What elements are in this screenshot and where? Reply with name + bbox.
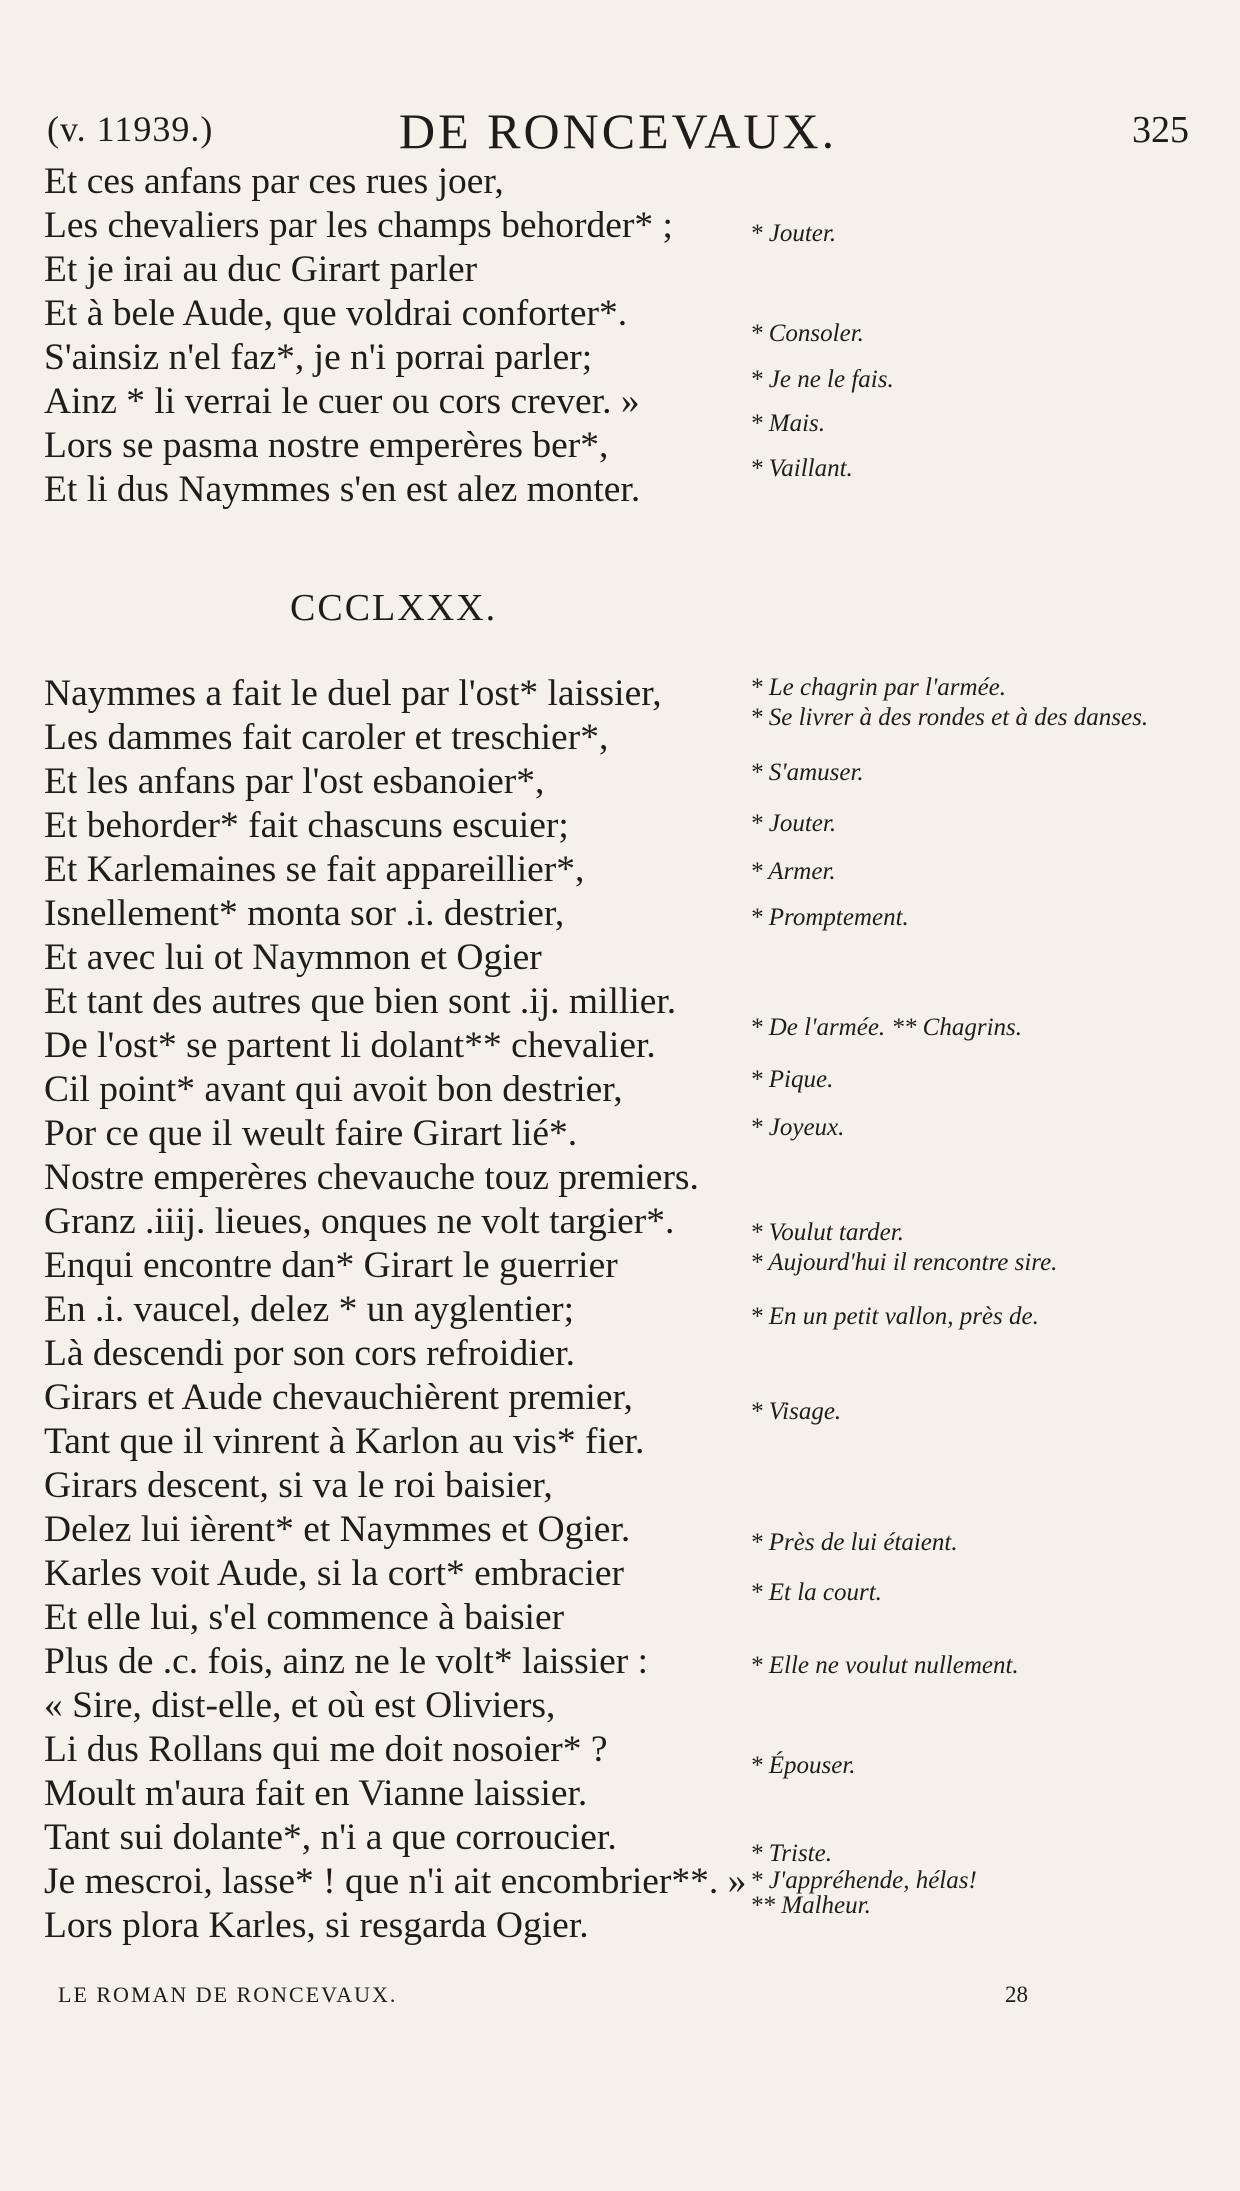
verse-line: Et je irai au duc Girart parler	[44, 249, 478, 290]
gloss-note: * Armer.	[750, 858, 836, 885]
verse-line: Ainz * li verrai le cuer ou cors crever. »	[44, 381, 640, 422]
gloss-note: * Joyeux.	[750, 1114, 845, 1141]
verse-line: S'ainsiz n'el faz*, je n'i porrai parler;	[44, 337, 593, 378]
signature-mark: 28	[1005, 1982, 1028, 2007]
page-footer	[58, 1982, 1188, 2012]
verse-line: Cil point* avant qui avoit bon destrier,	[44, 1069, 623, 1110]
gloss-note: * Vaillant.	[750, 455, 853, 482]
verse-line: Por ce que il weult faire Girart lié*.	[44, 1113, 578, 1154]
gloss-note: * J'appréhende, hélas!	[750, 1867, 977, 1894]
gloss-note: * S'amuser.	[750, 759, 864, 786]
verse-line: Delez lui ièrent* et Naymmes et Ogier.	[44, 1509, 631, 1550]
verse-line: Lors se pasma nostre emperères ber*,	[44, 425, 609, 466]
verse-line: Tant que il vinrent à Karlon au vis* fier.	[44, 1421, 645, 1462]
gloss-note: * Mais.	[750, 410, 825, 437]
running-head-title: DE RONCEVAUX.	[399, 103, 838, 159]
verse-line: Je mescroi, lasse* ! que n'i ait encombrier**. »	[44, 1861, 747, 1902]
verse-line: Et avec lui ot Naymmon et Ogier	[44, 937, 542, 978]
verse-line: Moult m'aura fait en Vianne laissier.	[44, 1773, 588, 1814]
footer-running-title: LE ROMAN DE RONCEVAUX.	[58, 1982, 398, 2007]
verse-line: Girars descent, si va le roi baisier,	[44, 1465, 553, 1506]
verse-line: Et behorder* fait chascuns escuier;	[44, 805, 569, 846]
gloss-note: * Elle ne voulut nullement.	[750, 1652, 1019, 1679]
gloss-note: * Je ne le fais.	[750, 366, 894, 393]
gloss-note: ** Malheur.	[750, 1892, 871, 1919]
verse-line: Tant sui dolante*, n'i a que corroucier.	[44, 1817, 617, 1858]
gloss-note: * Visage.	[750, 1398, 842, 1425]
gloss-note: * Aujourd'hui il rencontre sire.	[750, 1249, 1058, 1276]
gloss-note: * De l'armée. ** Chagrins.	[750, 1014, 1022, 1041]
gloss-note: * Épouser.	[750, 1752, 856, 1779]
verse-line: Isnellement* monta sor .i. destrier,	[44, 893, 565, 934]
page-header	[47, 102, 1189, 159]
verse-line: Et li dus Naymmes s'en est alez monter.	[44, 469, 641, 510]
gloss-note: * Pique.	[750, 1066, 834, 1093]
verse-line: « Sire, dist-elle, et où est Oliviers,	[44, 1685, 556, 1726]
gloss-note: * Et la court.	[750, 1579, 882, 1606]
verse-line: Les chevaliers par les champs behorder* ;	[44, 205, 673, 246]
gloss-note: * Le chagrin par l'armée.	[750, 674, 1007, 701]
verse-line: Plus de .c. fois, ainz ne le volt* laissier :	[44, 1641, 649, 1682]
gloss-note: * Consoler.	[750, 320, 864, 347]
gloss-note: * Se livrer à des rondes et à des danses.	[750, 704, 1149, 731]
gloss-note: * Près de lui étaient.	[750, 1529, 958, 1556]
gloss-note: * En un petit vallon, près de.	[750, 1303, 1039, 1330]
verse-line: Et elle lui, s'el commence à baisier	[44, 1597, 565, 1638]
verse-line: Naymmes a fait le duel par l'ost* laissier,	[44, 673, 662, 714]
gloss-note: * Triste.	[750, 1840, 832, 1867]
verse-line: Et Karlemaines se fait appareillier*,	[44, 849, 585, 890]
verse-line: Et les anfans par l'ost esbanoier*,	[44, 761, 545, 802]
gloss-note: * Voulut tarder.	[750, 1219, 904, 1246]
gloss-note: * Promptement.	[750, 904, 909, 931]
gloss-note: * Jouter.	[750, 220, 837, 247]
verse-line: Les dammes fait caroler et treschier*,	[44, 717, 609, 758]
verse-range: (v. 11939.)	[47, 109, 214, 149]
verse-line: Et à bele Aude, que voldrai conforter*.	[44, 293, 628, 334]
page-number: 325	[1132, 109, 1189, 151]
laisse-heading: CCCLXXX.	[290, 587, 498, 629]
verse-line: Et ces anfans par ces rues joer,	[44, 161, 504, 202]
verse-line: Karles voit Aude, si la cort* embracier	[44, 1553, 625, 1594]
gloss-note: * Jouter.	[750, 810, 837, 837]
verse-line: Girars et Aude chevauchièrent premier,	[44, 1377, 633, 1418]
verse-line: Là descendi por son cors refroidier.	[44, 1333, 576, 1374]
verse-line: Granz .iiij. lieues, onques ne volt targier*.	[44, 1201, 675, 1242]
verse-line: Enqui encontre dan* Girart le guerrier	[44, 1245, 618, 1286]
verse-line: Et tant des autres que bien sont .ij. millier.	[44, 981, 677, 1022]
verse-line: Nostre emperères chevauche touz premiers.	[44, 1157, 699, 1198]
verse-line: De l'ost* se partent li dolant** chevalier.	[44, 1025, 656, 1066]
verse-line: En .i. vaucel, delez * un ayglentier;	[44, 1289, 574, 1330]
verse-line: Lors plora Karles, si resgarda Ogier.	[44, 1905, 589, 1946]
verse-line: Li dus Rollans qui me doit nosoier* ?	[44, 1729, 608, 1770]
